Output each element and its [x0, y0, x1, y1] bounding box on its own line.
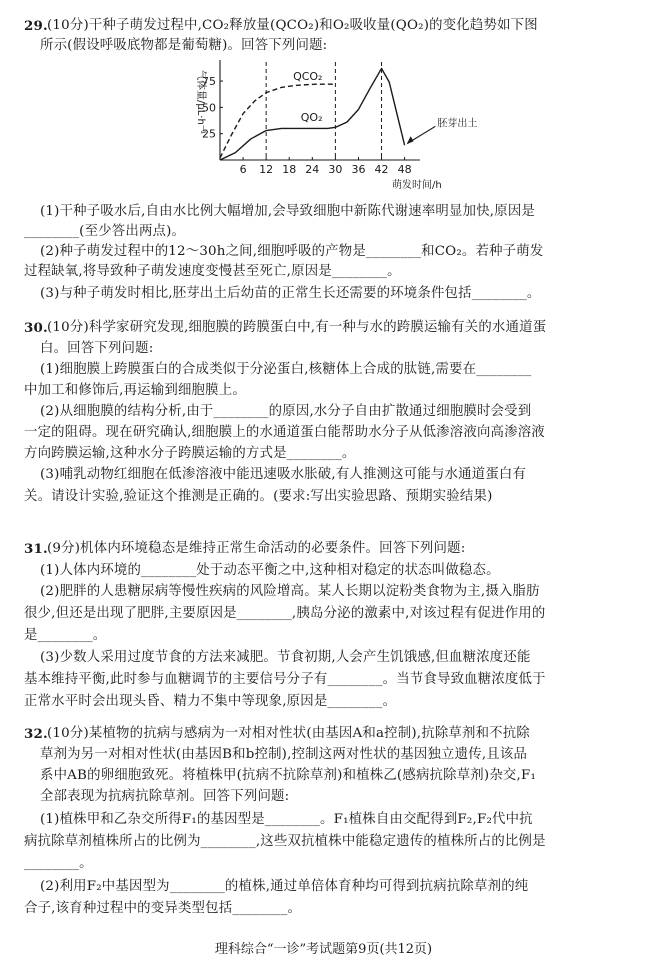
- q29-number: 29.: [24, 18, 48, 34]
- q32-sub-2b: 合子,该育种过程中的变异类型包括________。: [24, 901, 302, 916]
- q31-stem-line-1: (9分)机体内环境稳态是维持正常生命活动的必要条件。回答下列问题:: [47, 541, 466, 556]
- chart-ylabel: 气体量/μL·h⁻¹: [195, 70, 206, 135]
- chart-annotation-arrowhead: [407, 136, 414, 144]
- q31-sub-2a: (2)肥胖的人患糖尿病等慢性疾病的风险增高。某人长期以淀粉类食物为主,摄入脂肪: [40, 584, 540, 599]
- chart-legend-qco2: QCO₂: [293, 70, 323, 83]
- gas-volume-chart: [180, 56, 480, 196]
- q30-sub-1b: 中加工和修饰后,再运输到细胞膜上。: [24, 383, 246, 398]
- q32-stem-line-3: 系中AB的卵细胞致死。将植株甲(抗病不抗除草剂)和植株乙(感病抗除草剂)杂交,F₁: [40, 768, 537, 783]
- chart-ytick-label: 50: [202, 101, 216, 115]
- chart-ytick-label: 75: [202, 75, 216, 89]
- q31-number: 31.: [24, 541, 48, 557]
- q31-sub-1: (1)人体内环境的________处于动态平衡之中,这种相对稳定的状态叫做稳态。: [40, 563, 500, 578]
- q31-sub-3a: (3)少数人采用过度节食的方法来减肥。节食初期,人会产生饥饿感,但血糖浓度还能: [40, 650, 531, 665]
- q31-sub-2b: 很少,但还是出现了肥胖,主要原因是________,胰岛分泌的激素中,对该过程有促进作用的: [24, 606, 546, 621]
- chart-xtick-label: 48: [397, 163, 412, 176]
- q29-sub-2a: (2)种子萌发过程中的12～30h之间,细胞呼吸的产物是________和CO₂。若种子萌发: [40, 244, 544, 259]
- q29-sub-2b: 过程缺氧,将导致种子萌发速度变慢甚至死亡,原因是________。: [24, 264, 401, 279]
- chart-xtick-label: 18: [282, 163, 297, 176]
- chart-xtick-label: 12: [259, 163, 274, 176]
- q30-sub-2a: (2)从细胞膜的结构分析,由于________的原因,水分子自由扩散通过细胞膜时会受到: [40, 404, 532, 419]
- q31-sub-3b: 基本维持平衡,此时参与血糖调节的主要信号分子有________。当节食导致血糖浓度低于: [24, 672, 546, 687]
- q29-stem-line-2: 所示(假设呼吸底物都是葡萄糖)。回答下列问题:: [40, 38, 328, 53]
- q30-sub-2b: 一定的阻碍。现在研究确认,细胞膜上的水通道蛋白能帮助水分子从低渗溶液向高渗溶液: [24, 425, 545, 440]
- q29-stem-line-1: (10分)干种子萌发过程中,CO₂释放量(QCO₂)和O₂吸收量(QO₂)的变化趋势如下图: [47, 18, 538, 33]
- page-footer: 理科综合“一诊”考试题第9页(共12页): [214, 942, 433, 957]
- q29-sub-1b: ________(至少答出两点)。: [24, 224, 186, 239]
- q31-sub-3c: 正常水平时会出现头昏、精力不集中等现象,原因是________。: [24, 694, 397, 709]
- q30-sub-3b: 关。请设计实验,验证这个推测是正确的。(要求:写出实验思路、预期实验结果): [24, 489, 493, 504]
- q29-sub-3: (3)与种子萌发时相比,胚芽出土后幼苗的正常生长还需要的环境条件包括________。: [40, 286, 541, 301]
- chart-xtick-label: 6: [239, 163, 247, 176]
- chart-ytick-label: 25: [202, 127, 216, 141]
- q32-sub-1a: (1)植株甲和乙杂交所得F₁的基因型是________。F₁植株自由交配得到F₂,F₂代中抗: [40, 812, 533, 827]
- q30-stem-line-1: (10分)科学家研究发现,细胞膜的跨膜蛋白中,有一种与水的跨膜运输有关的水通道蛋: [47, 320, 547, 335]
- q32-stem-line-4: 全部表现为抗病抗除草剂。回答下列问题:: [40, 789, 290, 804]
- q30-sub-1a: (1)细胞膜上跨膜蛋白的合成类似于分泌蛋白,核糖体上合成的肽链,需要在________: [40, 362, 532, 377]
- q32-sub-1b: 病抗除草剂植株所占的比例为________,这些双抗植株中能稳定遗传的植株所占的比例是: [24, 834, 546, 849]
- chart-legend-qo2: QO₂: [300, 111, 323, 125]
- q29-sub-1a: (1)干种子吸水后,自由水比例大幅增加,会导致细胞中新陈代谢速率明显加快,原因是: [40, 204, 536, 219]
- q32-sub-1c: ________。: [24, 856, 93, 871]
- q30-number: 30.: [24, 320, 48, 336]
- q30-stem-line-2: 白。回答下列问题:: [40, 341, 154, 356]
- chart-xtick-label: 42: [374, 163, 389, 176]
- chart-xtick-label: 24: [305, 163, 320, 176]
- q32-number: 32.: [24, 726, 48, 742]
- chart-xlabel: 萌发时间/h: [392, 180, 442, 191]
- chart-annotation-label: 胚芽出土: [437, 118, 478, 130]
- chart-xtick-label: 36: [351, 163, 366, 176]
- q30-sub-2c: 方向跨膜运输,这种水分子跨膜运输的方式是________。: [24, 446, 356, 461]
- q31-sub-2c: 是________。: [24, 628, 107, 643]
- chart-xtick-label: 30: [328, 163, 343, 176]
- q32-stem-line-2: 草剂为另一对相对性状(由基因B和b控制),控制这两对性状的基因独立遗传,且该品: [40, 747, 528, 762]
- q32-sub-2a: (2)利用F₂中基因型为________的植株,通过单倍体育种均可得到抗病抗除草剂的纯: [40, 879, 529, 894]
- q32-stem-line-1: (10分)某植物的抗病与感病为一对相对性状(由基因A和a控制),抗除草剂和不抗除: [47, 726, 530, 741]
- q30-sub-3a: (3)哺乳动物红细胞在低渗溶液中能迅速吸水胀破,有人推测这可能与水通道蛋白有: [40, 467, 527, 482]
